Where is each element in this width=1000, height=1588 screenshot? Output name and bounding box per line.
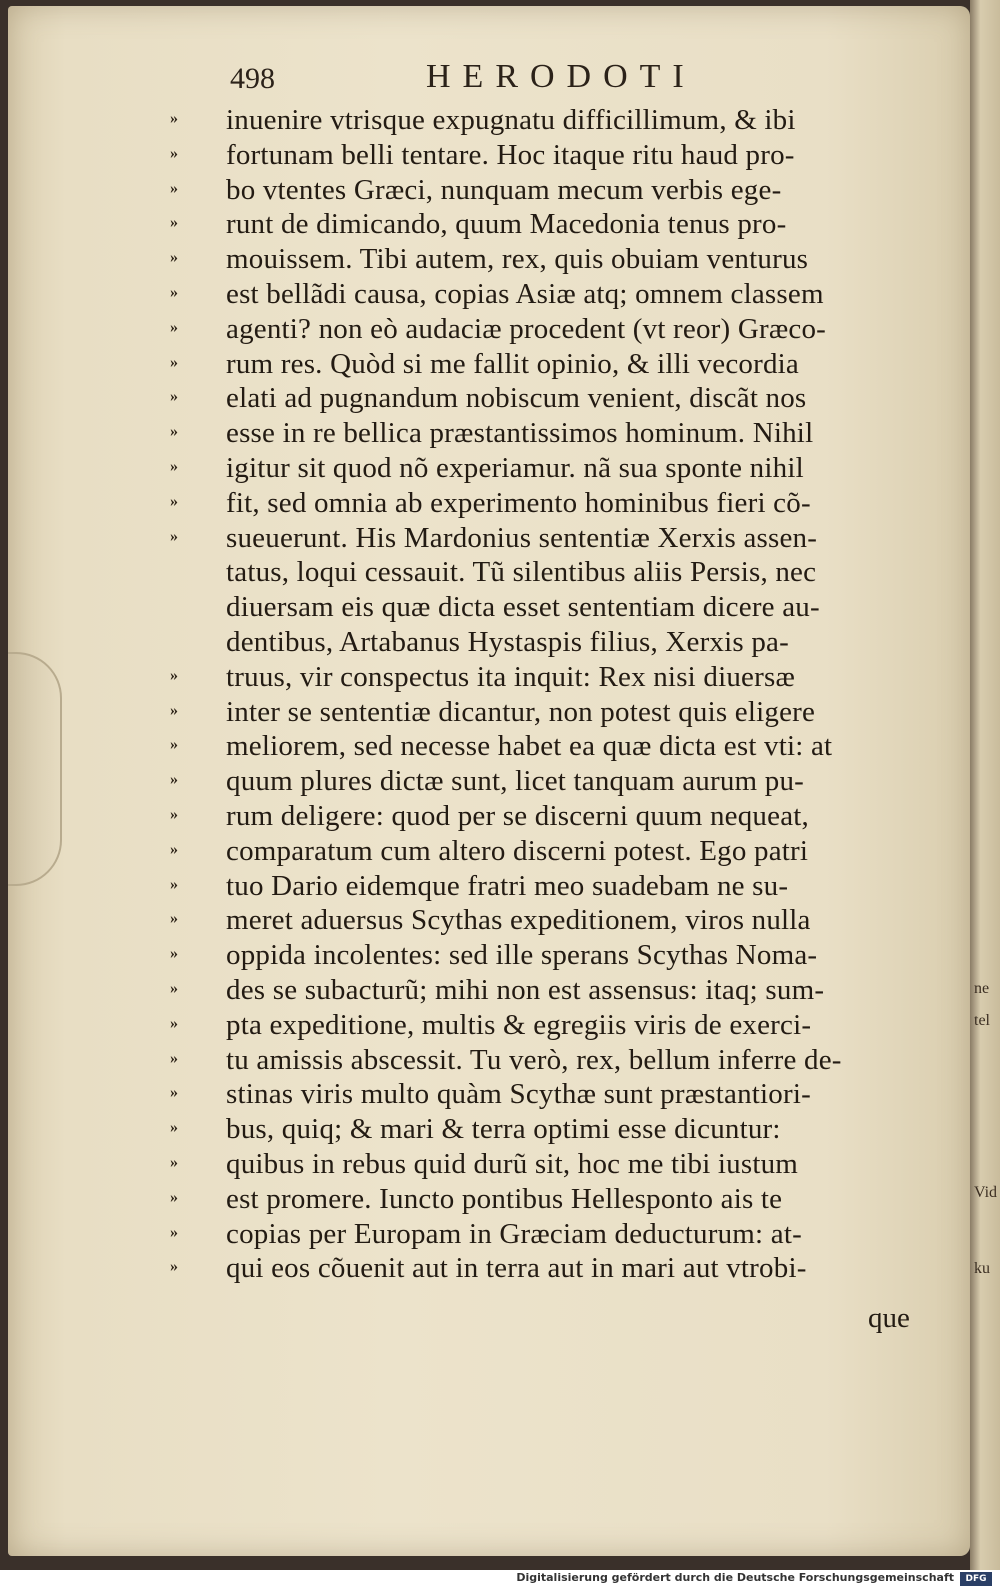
- line-text: meliorem, sed necesse habet ea quæ dicta est vti: at: [226, 730, 833, 763]
- body-text: [170, 104, 950, 1287]
- quotation-marker: »: [170, 1049, 178, 1067]
- text-line: [170, 452, 950, 487]
- line-text: tuo Dario eidemque fratri meo suadebam ne su-: [226, 869, 789, 902]
- line-text: bo vtentes Græci, nunquam mecum verbis ege-: [226, 173, 782, 206]
- quotation-marker: »: [170, 527, 178, 545]
- page-clasp-shadow: [8, 652, 62, 886]
- quotation-marker: »: [170, 666, 178, 684]
- quotation-marker: »: [170, 318, 178, 336]
- quotation-marker: »: [170, 353, 178, 371]
- adjacent-page-edge: [970, 0, 1000, 1570]
- text-line: [170, 1113, 950, 1148]
- line-text: fortunam belli tentare. Hoc itaque ritu haud pro-: [226, 138, 795, 171]
- text-line: [170, 1009, 950, 1044]
- line-text: est promere. Iuncto pontibus Hellesponto ais te: [226, 1182, 783, 1215]
- text-line: [170, 174, 950, 209]
- line-text: sueuerunt. His Mardonius sententiæ Xerxis assen-: [226, 521, 818, 554]
- line-text: inter se sententiæ dicantur, non potest quis eligere: [226, 695, 816, 728]
- text-line: [170, 1044, 950, 1079]
- line-text: rum deligere: quod per se discerni quum nequeat,: [226, 799, 809, 832]
- text-line: [170, 382, 950, 417]
- text-line: [170, 870, 950, 905]
- text-line: [170, 939, 950, 974]
- text-line: [170, 556, 950, 591]
- text-line: [170, 974, 950, 1009]
- quotation-marker: »: [170, 1014, 178, 1032]
- text-line: [170, 1148, 950, 1183]
- line-text: des se subacturũ; mihi non est assensus: itaq; sum-: [226, 973, 825, 1006]
- text-line: [170, 348, 950, 383]
- text-line: [170, 765, 950, 800]
- quotation-marker: »: [170, 423, 178, 441]
- line-text: elati ad pugnandum nobiscum venient, discãt nos: [226, 382, 807, 415]
- line-text: oppida incolentes: sed ille sperans Scythas Noma-: [226, 939, 818, 972]
- quotation-marker: »: [170, 1188, 178, 1206]
- quotation-marker: »: [170, 910, 178, 928]
- text-line: [170, 208, 950, 243]
- line-text: quum plures dictæ sunt, licet tanquam aurum pu-: [226, 765, 805, 798]
- line-text: meret aduersus Scythas expeditionem, viros nulla: [226, 904, 811, 937]
- text-line: [170, 591, 950, 626]
- line-text: diuersam eis quæ dicta esset sententiam dicere au-: [226, 591, 820, 624]
- text-line: [170, 904, 950, 939]
- line-text: fit, sed omnia ab experimento hominibus fieri cõ-: [226, 486, 811, 519]
- quotation-marker: »: [170, 1084, 178, 1102]
- quotation-marker: »: [170, 979, 178, 997]
- line-text: bus, quiq; & mari & terra optimi esse dicuntur:: [226, 1113, 781, 1146]
- text-line: [170, 417, 950, 452]
- line-text: rum res. Quòd si me fallit opinio, & illi vecordia: [226, 347, 799, 380]
- spine-fragment: tel: [974, 1012, 990, 1029]
- line-text: tu amissis abscessit. Tu verò, rex, bellum inferre de-: [226, 1043, 842, 1076]
- text-line: [170, 522, 950, 557]
- text-line: [170, 800, 950, 835]
- quotation-marker: »: [170, 283, 178, 301]
- running-title: HERODOTI: [426, 58, 696, 95]
- quotation-marker: »: [170, 875, 178, 893]
- line-text: stinas viris multo quàm Scythæ sunt præstantiori-: [226, 1078, 811, 1111]
- text-line: [170, 487, 950, 522]
- text-line: [170, 1183, 950, 1218]
- quotation-marker: »: [170, 1258, 178, 1276]
- quotation-marker: »: [170, 492, 178, 510]
- text-line: [170, 1218, 950, 1253]
- funding-credit: Digitalisierung gefördert durch die Deutsche Forschungsgemeinschaft: [516, 1571, 954, 1584]
- quotation-marker: »: [170, 144, 178, 162]
- line-text: tatus, loqui cessauit. Tũ silentibus aliis Persis, nec: [226, 556, 817, 589]
- quotation-marker: »: [170, 701, 178, 719]
- quotation-marker: »: [170, 736, 178, 754]
- spine-fragment: ku: [974, 1260, 990, 1277]
- text-line: [170, 626, 950, 661]
- text-line: [170, 696, 950, 731]
- text-line: [170, 313, 950, 348]
- text-line: [170, 278, 950, 313]
- quotation-marker: »: [170, 1223, 178, 1241]
- quotation-marker: »: [170, 457, 178, 475]
- text-line: [170, 1252, 950, 1287]
- line-text: est bellãdi causa, copias Asiæ atq; omnem classem: [226, 277, 824, 310]
- quotation-marker: »: [170, 179, 178, 197]
- spine-fragment: ne: [974, 980, 990, 997]
- quotation-marker: »: [170, 110, 178, 127]
- page-header: [230, 56, 950, 100]
- digitization-footer: [0, 1570, 1000, 1588]
- line-text: mouissem. Tibi autem, rex, quis obuiam venturus: [226, 243, 809, 276]
- line-text: igitur sit quod nõ experiamur. nã sua sponte nihil: [226, 451, 804, 484]
- quotation-marker: »: [170, 388, 178, 406]
- line-text: comparatum cum altero discerni potest. Ego patri: [226, 834, 809, 867]
- quotation-marker: »: [170, 771, 178, 789]
- line-text: runt de dimicando, quum Macedonia tenus pro-: [226, 208, 787, 241]
- text-line: [170, 661, 950, 696]
- text-line: [170, 243, 950, 278]
- quotation-marker: »: [170, 1153, 178, 1171]
- catchword: que: [868, 1302, 910, 1334]
- line-text: quibus in rebus quid durũ sit, hoc me tibi iustum: [226, 1147, 799, 1180]
- line-text: agenti? non eò audaciæ procedent (vt reor) Græco-: [226, 312, 827, 345]
- line-text: inuenire vtrisque expugnatu difficillimum, & ibi: [226, 104, 796, 136]
- text-line: [170, 1078, 950, 1113]
- page-number: 498: [230, 62, 275, 95]
- quotation-marker: »: [170, 945, 178, 963]
- line-text: dentibus, Artabanus Hystaspis filius, Xerxis pa-: [226, 625, 789, 658]
- text-line: [170, 730, 950, 765]
- line-text: esse in re bellica præstantissimos hominum. Nihil: [226, 417, 814, 450]
- spine-fragment: Vid: [974, 1184, 998, 1201]
- line-text: copias per Europam in Græciam deducturum: at-: [226, 1217, 802, 1250]
- text-line: [170, 104, 950, 139]
- line-text: pta expeditione, multis & egregiis viris de exerci-: [226, 1008, 812, 1041]
- quotation-marker: »: [170, 214, 178, 232]
- text-line: [170, 835, 950, 870]
- quotation-marker: »: [170, 840, 178, 858]
- quotation-marker: »: [170, 249, 178, 267]
- line-text: truus, vir conspectus ita inquit: Rex nisi diuersæ: [226, 660, 796, 693]
- quotation-marker: »: [170, 805, 178, 823]
- text-line: [170, 139, 950, 174]
- quotation-marker: »: [170, 1119, 178, 1137]
- line-text: qui eos cõuenit aut in terra aut in mari aut vtrobi-: [226, 1252, 807, 1285]
- dfg-logo: DFG: [960, 1572, 992, 1586]
